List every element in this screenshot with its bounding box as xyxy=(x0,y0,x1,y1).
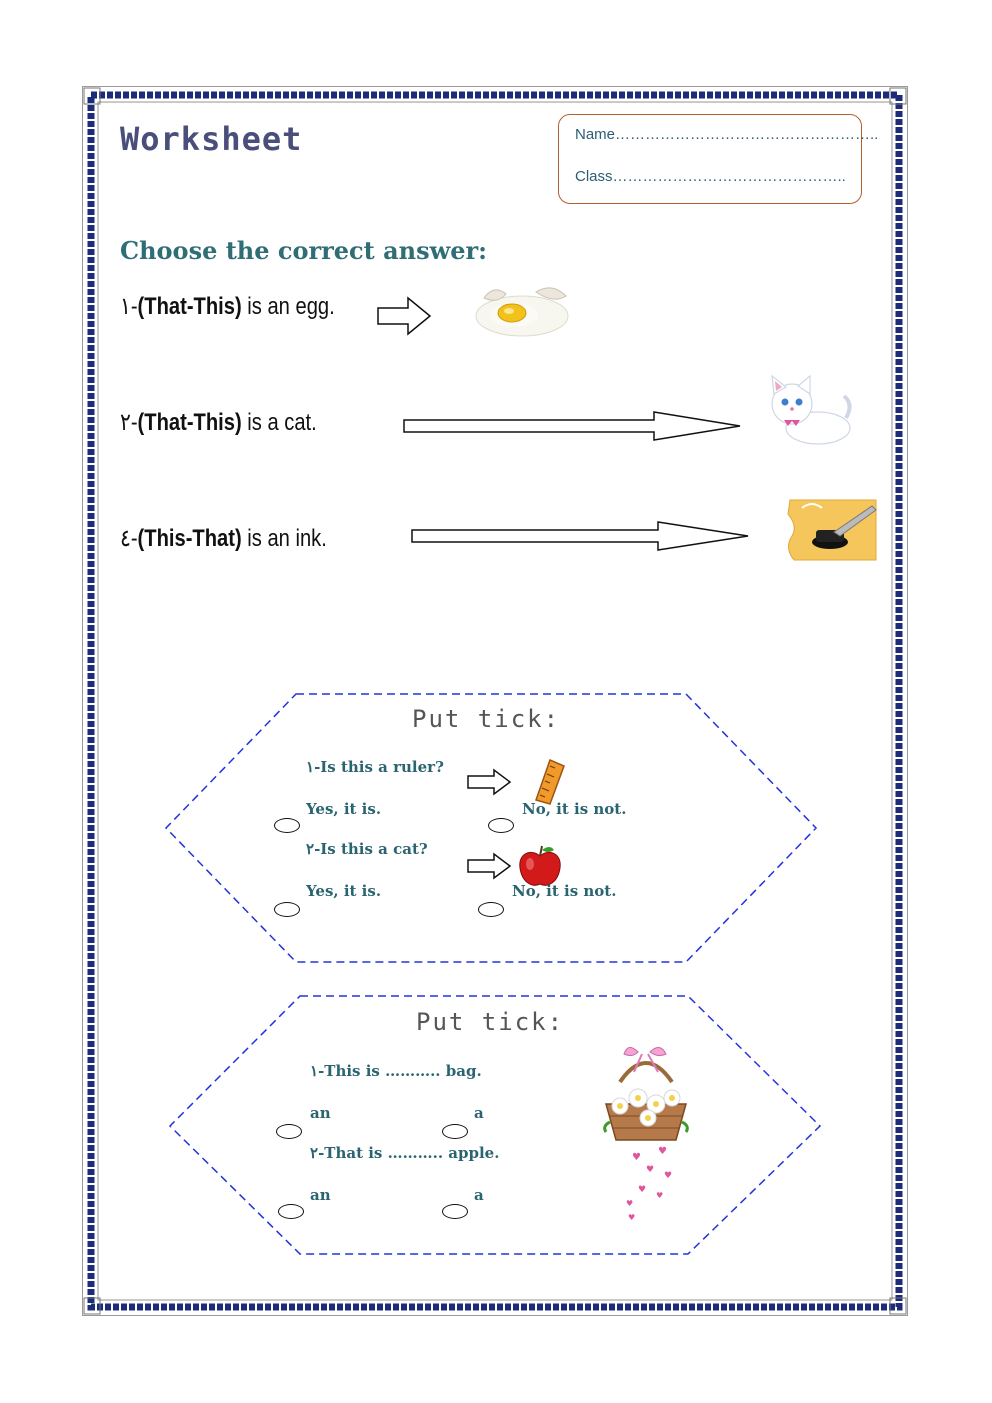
name-field[interactable]: Name…………………………………………….. xyxy=(575,126,879,143)
cat-icon xyxy=(762,374,854,448)
svg-text:♥: ♥ xyxy=(664,1171,673,1181)
arrow-right-icon xyxy=(466,768,514,796)
tick-circle[interactable] xyxy=(274,818,300,833)
class-field[interactable]: Class……………………………………….. xyxy=(575,168,846,185)
tick-circle[interactable] xyxy=(442,1124,468,1139)
arrow-right-icon xyxy=(376,296,434,336)
page-title: Worksheet xyxy=(120,120,303,158)
question-2: ٢-(That-This) is a cat. xyxy=(120,409,317,436)
option-an: an xyxy=(310,1186,331,1204)
choice-1[interactable]: (That-This) xyxy=(137,293,242,320)
arrow-right-icon xyxy=(466,852,514,880)
arrow-right-icon xyxy=(402,410,744,442)
svg-text:♥: ♥ xyxy=(632,1152,641,1163)
tick-circle[interactable] xyxy=(488,818,514,833)
svg-text:♥: ♥ xyxy=(628,1213,636,1222)
option-a: a xyxy=(474,1186,484,1204)
ink-icon xyxy=(782,496,878,562)
egg-icon xyxy=(470,282,574,346)
tick-circle[interactable] xyxy=(276,1124,302,1139)
option-a: a xyxy=(474,1104,484,1122)
arrow-right-icon xyxy=(410,520,752,552)
question-1: ١-(That-This) is an egg. xyxy=(120,293,335,320)
svg-text:♥: ♥ xyxy=(656,1191,664,1200)
option-an: an xyxy=(310,1104,331,1122)
question-text: ١-This is ……….. bag. xyxy=(310,1062,482,1080)
tick-circle[interactable] xyxy=(478,902,504,917)
question-3: ٤-(This-That) is an ink. xyxy=(120,525,327,552)
svg-text:♥: ♥ xyxy=(658,1146,667,1157)
answer-yes: Yes, it is. xyxy=(306,800,382,818)
choice-2[interactable]: (That-This) xyxy=(137,409,242,436)
tick-circle[interactable] xyxy=(442,1204,468,1219)
question-text: ٢-Is this a cat? xyxy=(306,840,428,858)
tick-circle[interactable] xyxy=(274,902,300,917)
question-text: ٢-That is ……….. apple. xyxy=(310,1144,500,1162)
tick-circle[interactable] xyxy=(278,1204,304,1219)
answer-no: No, it is not. xyxy=(522,800,627,818)
choice-3[interactable]: (This-That) xyxy=(137,525,242,552)
student-info-box xyxy=(558,114,879,204)
section-heading: Choose the correct answer: xyxy=(120,236,488,265)
ruler-icon xyxy=(518,756,566,806)
section-title: Put tick: xyxy=(416,1008,565,1036)
flower-basket-icon xyxy=(598,1042,694,1224)
svg-text:♥: ♥ xyxy=(638,1185,647,1195)
svg-text:♥: ♥ xyxy=(646,1165,655,1175)
section-title: Put tick: xyxy=(412,705,561,733)
answer-no: No, it is not. xyxy=(512,882,617,900)
question-text: ١-Is this a ruler? xyxy=(306,758,444,776)
answer-yes: Yes, it is. xyxy=(306,882,382,900)
svg-text:♥: ♥ xyxy=(626,1199,634,1208)
